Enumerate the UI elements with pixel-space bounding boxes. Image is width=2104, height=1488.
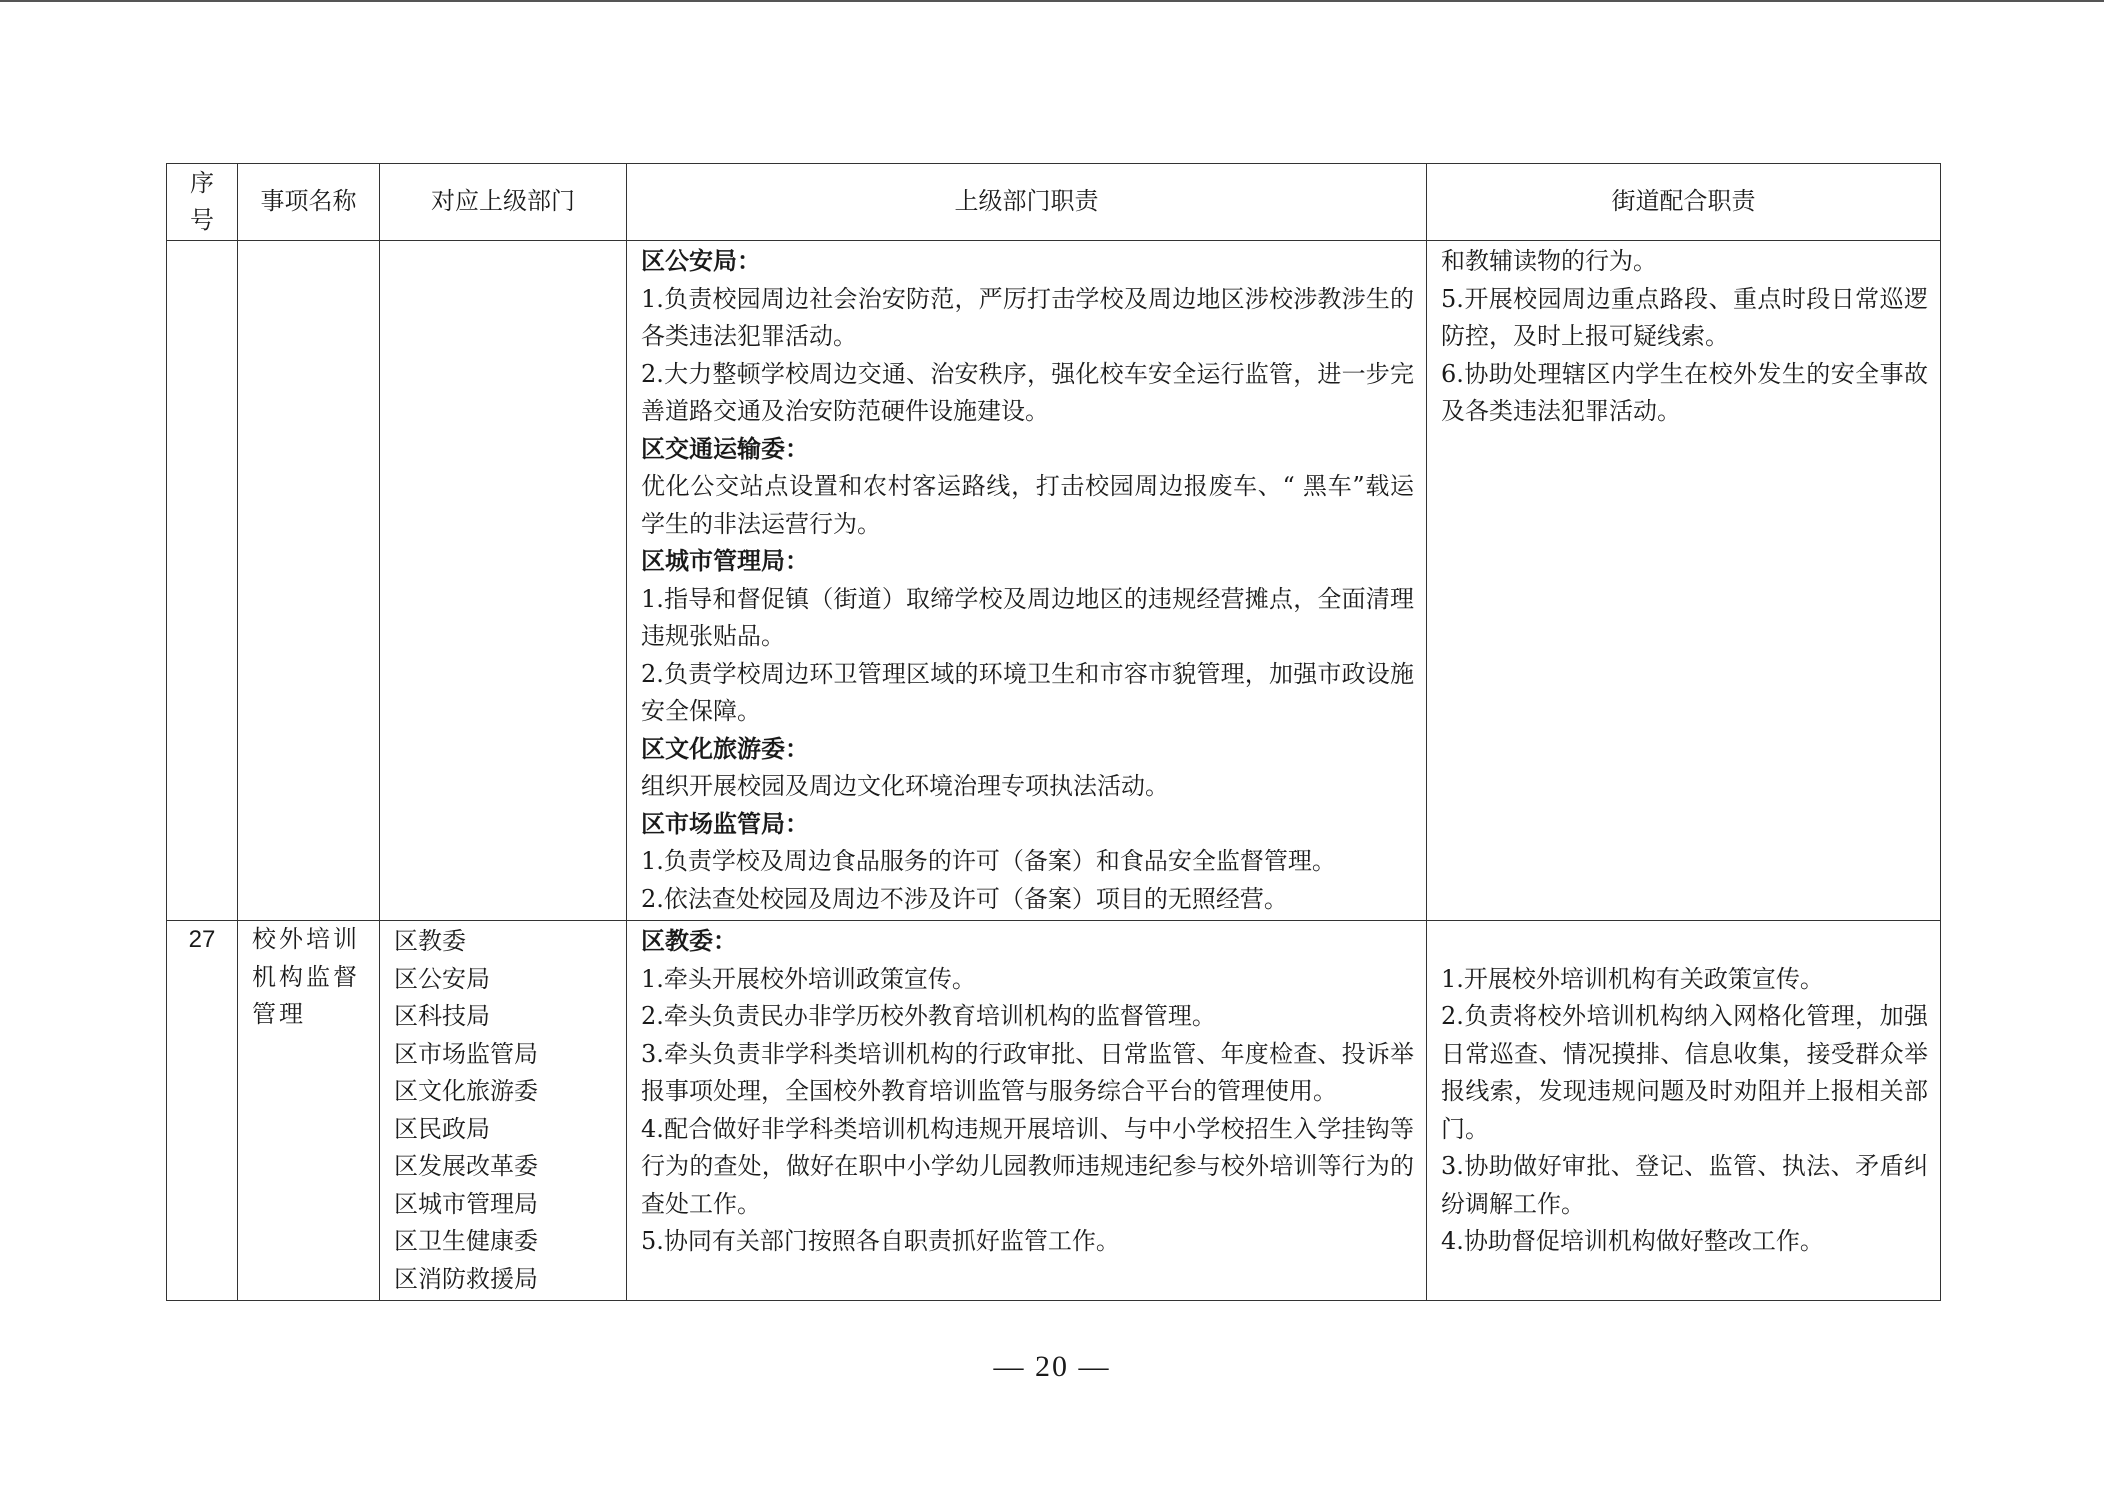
row27-street-duty-cell xyxy=(1427,921,1941,1301)
header-street-duty: 街道配合职责 xyxy=(1427,164,1941,241)
org-heading: 区城市管理局： xyxy=(641,547,809,575)
duty-item: 2.依法查处校园及周边不涉及许可（备案）项目的无照经营。 xyxy=(641,884,1288,913)
dept-item: 区民政局 xyxy=(394,1114,490,1143)
cont-name-cell xyxy=(238,241,380,921)
cell-spacer xyxy=(1441,923,1928,961)
top-border-line xyxy=(0,0,2104,2)
duty-item: 优化公交站点设置和农村客运路线，打击校园周边报废车、“ 黑车”载运学生的非法运营行为。 xyxy=(641,472,1414,538)
header-name: 事项名称 xyxy=(238,164,380,241)
dept-item: 区市场监管局 xyxy=(394,1039,538,1068)
table-row-27 xyxy=(167,921,1941,1301)
dept-item: 区发展改革委 xyxy=(394,1152,538,1180)
cont-upper-duty-cell xyxy=(627,241,1427,921)
dept-item: 区文化旅游委 xyxy=(394,1077,538,1105)
header-upper-dept: 对应上级部门 xyxy=(380,164,627,241)
dept-item: 区科技局 xyxy=(394,1002,490,1030)
dept-item: 区消防救援局 xyxy=(394,1264,538,1293)
duty-item: 4.配合做好非学科类培训机构违规开展培训、与中小学校招生入学挂钩等行为的查处，做好在职中小学幼儿园教师违规违纪参与校外培训等行为的查处工作。 xyxy=(641,1114,1414,1218)
duty-item: 组织开展校园及周边文化环境治理专项执法活动。 xyxy=(641,772,1169,800)
cont-seq-cell xyxy=(167,241,238,921)
header-seq xyxy=(167,164,238,241)
header-row xyxy=(167,164,1941,241)
header-seq-line1: 序 xyxy=(190,168,214,197)
street-duty-item: 6.协助处理辖区内学生在校外发生的安全事故及各类违法犯罪活动。 xyxy=(1441,359,1928,425)
duty-item: 1.负责校园周边社会治安防范，严厉打击学校及周边地区涉校涉教涉生的各类违法犯罪活动。 xyxy=(641,284,1414,350)
dept-item: 区卫生健康委 xyxy=(394,1227,538,1255)
dept-item: 区公安局 xyxy=(394,964,490,993)
street-duty-item: 5.开展校园周边重点路段、重点时段日常巡逻防控，及时上报可疑线索。 xyxy=(1441,284,1928,350)
duty-item: 2.牵头负责民办非学历校外教育培训机构的监督管理。 xyxy=(641,1002,1216,1030)
page-number: — 20 — xyxy=(993,1350,1111,1383)
street-duty-item: 和教辅读物的行为。 xyxy=(1441,247,1657,275)
dept-item: 区教委 xyxy=(394,927,466,955)
street-duty-item: 4.协助督促培训机构做好整改工作。 xyxy=(1441,1227,1824,1255)
street-duty-item: 1.开展校外培训机构有关政策宣传。 xyxy=(1441,964,1824,993)
street-duty-item: 2.负责将校外培训机构纳入网格化管理，加强日常巡查、情况摸排、信息收集，接受群众举报线索，发现违规问题及时劝阻并上报相关部门。 xyxy=(1441,1002,1928,1143)
org-heading: 区教委： xyxy=(641,927,737,955)
header-upper-duty: 上级部门职责 xyxy=(627,164,1427,241)
header-seq-line2: 号 xyxy=(190,206,214,234)
org-heading: 区公安局： xyxy=(641,247,761,275)
duty-item: 1.牵头开展校外培训政策宣传。 xyxy=(641,964,976,993)
duty-item: 1.负责学校及周边食品服务的许可（备案）和食品安全监督管理。 xyxy=(641,847,1336,875)
cont-street-duty-cell xyxy=(1427,241,1941,921)
street-duty-item: 3.协助做好审批、登记、监管、执法、矛盾纠纷调解工作。 xyxy=(1441,1152,1928,1218)
org-heading: 区市场监管局： xyxy=(641,809,809,838)
dept-item: 区城市管理局 xyxy=(394,1189,538,1218)
row27-name-cell: 校外培训机构监督管理 xyxy=(238,921,380,1301)
duty-item: 2.负责学校周边环卫管理区域的环境卫生和市容市貌管理，加强市政设施安全保障。 xyxy=(641,659,1414,725)
row27-upper-dept-cell xyxy=(380,921,627,1301)
duty-table xyxy=(166,163,1941,1301)
duty-item: 5.协同有关部门按照各自职责抓好监管工作。 xyxy=(641,1227,1120,1255)
duty-item: 3.牵头负责非学科类培训机构的行政审批、日常监管、年度检查、投诉举报事项处理，全国校外教育培训监管与服务综合平台的管理使用。 xyxy=(641,1039,1414,1105)
table-row-continued xyxy=(167,241,1941,921)
row27-seq-cell: 27 xyxy=(167,921,238,1301)
duty-item: 2.大力整顿学校周边交通、治安秩序，强化校车安全运行监管，进一步完善道路交通及治安防范硬件设施建设。 xyxy=(641,359,1414,425)
org-heading: 区文化旅游委： xyxy=(641,734,809,763)
row27-upper-duty-cell xyxy=(627,921,1427,1301)
org-heading: 区交通运输委： xyxy=(641,434,809,463)
cont-upper-dept-cell xyxy=(380,241,627,921)
duty-item: 1.指导和督促镇（街道）取缔学校及周边地区的违规经营摊点，全面清理违规张贴品。 xyxy=(641,584,1414,650)
